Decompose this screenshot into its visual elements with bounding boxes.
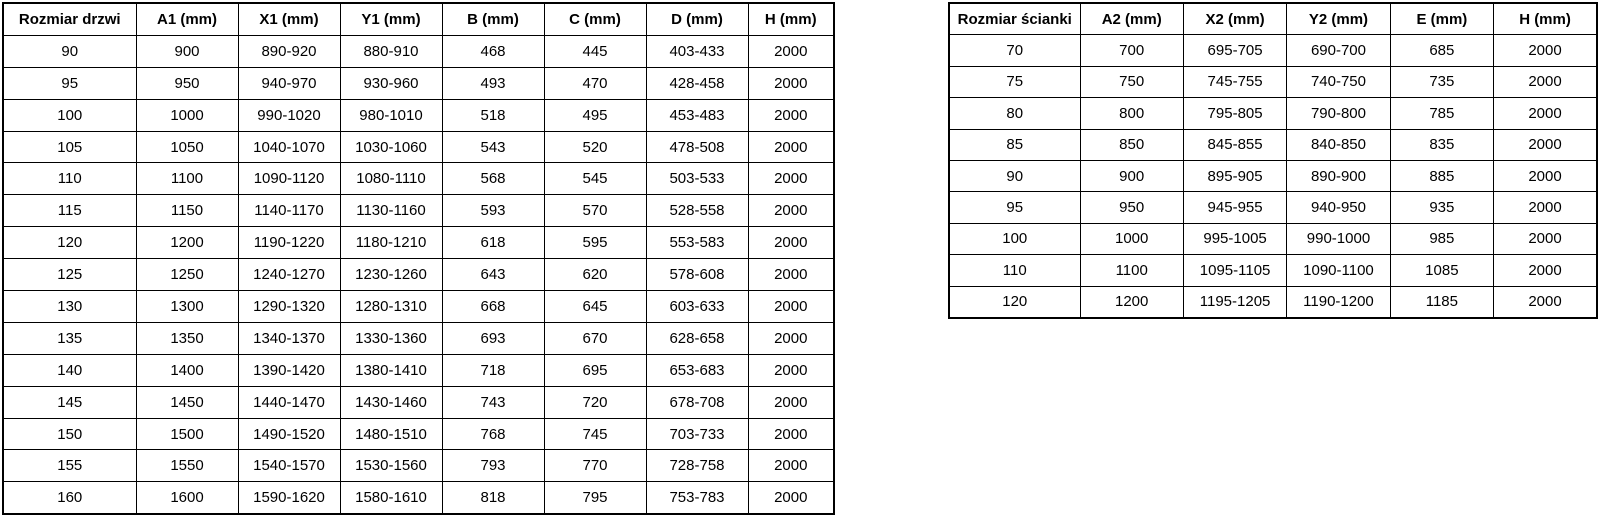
table-row [949,35,1597,66]
table-row [3,35,834,67]
table-cell: 160 [3,482,136,514]
table-cell: 478-508 [646,131,748,163]
table-cell: 668 [442,291,544,323]
table-cell: 1540-1570 [238,450,340,482]
table-cell: 90 [3,35,136,67]
table-cell: 645 [544,291,646,323]
table-cell: 890-900 [1287,160,1390,191]
table-cell: 1340-1370 [238,322,340,354]
table-cell: 2000 [748,450,834,482]
table-cell: 1590-1620 [238,482,340,514]
table-cell: 1240-1270 [238,259,340,291]
header-cell: H (mm) [748,3,834,35]
table-cell: 1190-1200 [1287,286,1390,318]
table-cell: 545 [544,163,646,195]
table-cell: 770 [544,450,646,482]
table-row [3,322,834,354]
table-cell: 900 [136,35,238,67]
table-cell: 570 [544,195,646,227]
table-cell: 1250 [136,259,238,291]
table-row [3,450,834,482]
table-cell: 120 [949,286,1080,318]
table-cell: 85 [949,129,1080,160]
table-cell: 720 [544,386,646,418]
table-cell: 578-608 [646,259,748,291]
table-cell: 1200 [1080,286,1183,318]
table-cell: 105 [3,131,136,163]
table-row [949,66,1597,97]
table-cell: 885 [1390,160,1493,191]
table-cell: 718 [442,354,544,386]
table-cell: 595 [544,227,646,259]
table-cell: 553-583 [646,227,748,259]
table-cell: 678-708 [646,386,748,418]
table-row [949,223,1597,254]
table-row [3,386,834,418]
table-cell: 1030-1060 [340,131,442,163]
table-cell: 990-1020 [238,99,340,131]
header-cell: A2 (mm) [1080,3,1183,35]
table-cell: 1040-1070 [238,131,340,163]
table-cell: 130 [3,291,136,323]
table-cell: 593 [442,195,544,227]
table-cell: 2000 [1494,192,1597,223]
table-cell: 745 [544,418,646,450]
table-cell: 1450 [136,386,238,418]
table-cell: 1050 [136,131,238,163]
table-cell: 895-905 [1183,160,1286,191]
table-cell: 2000 [1494,286,1597,318]
table-cell: 1440-1470 [238,386,340,418]
header-row [3,3,834,35]
table-cell: 785 [1390,98,1493,129]
table-row [3,259,834,291]
table-cell: 750 [1080,66,1183,97]
table-cell: 930-960 [340,67,442,99]
table-cell: 2000 [1494,35,1597,66]
table-cell: 1090-1120 [238,163,340,195]
table-cell: 1090-1100 [1287,255,1390,286]
table-cell: 670 [544,322,646,354]
table-cell: 745-755 [1183,66,1286,97]
table-cell: 1550 [136,450,238,482]
table-cell: 643 [442,259,544,291]
table-row [3,163,834,195]
table-cell: 528-558 [646,195,748,227]
table-cell: 155 [3,450,136,482]
wall-size-table [948,2,1598,319]
table-cell: 470 [544,67,646,99]
table-cell: 403-433 [646,35,748,67]
table-row [3,227,834,259]
table-cell: 1580-1610 [340,482,442,514]
table-cell: 800 [1080,98,1183,129]
table-cell: 1150 [136,195,238,227]
table-cell: 2000 [748,99,834,131]
table-cell: 2000 [748,322,834,354]
table-cell: 1390-1420 [238,354,340,386]
table-cell: 145 [3,386,136,418]
table-cell: 2000 [748,227,834,259]
table-cell: 70 [949,35,1080,66]
table-cell: 95 [949,192,1080,223]
table-cell: 890-920 [238,35,340,67]
table-cell: 620 [544,259,646,291]
table-cell: 2000 [748,291,834,323]
table-cell: 1100 [1080,255,1183,286]
table-cell: 1350 [136,322,238,354]
table-cell: 1100 [136,163,238,195]
header-cell: X1 (mm) [238,3,340,35]
table-cell: 768 [442,418,544,450]
table-cell: 700 [1080,35,1183,66]
table-cell: 1530-1560 [340,450,442,482]
table-cell: 2000 [748,386,834,418]
table-cell: 1290-1320 [238,291,340,323]
table-cell: 753-783 [646,482,748,514]
table-cell: 940-970 [238,67,340,99]
table-cell: 2000 [748,418,834,450]
table-cell: 2000 [748,163,834,195]
table-cell: 1400 [136,354,238,386]
table-cell: 935 [1390,192,1493,223]
table-cell: 980-1010 [340,99,442,131]
table-cell: 80 [949,98,1080,129]
table-cell: 950 [1080,192,1183,223]
table-cell: 690-700 [1287,35,1390,66]
table-cell: 2000 [748,354,834,386]
table-cell: 740-750 [1287,66,1390,97]
table-row [3,354,834,386]
table-cell: 568 [442,163,544,195]
table-row [3,67,834,99]
header-cell: B (mm) [442,3,544,35]
table-cell: 695 [544,354,646,386]
table-cell: 1330-1360 [340,322,442,354]
table-row [3,482,834,514]
table-row [3,131,834,163]
table-cell: 628-658 [646,322,748,354]
table-cell: 1190-1220 [238,227,340,259]
table-cell: 428-458 [646,67,748,99]
table-row [3,99,834,131]
table-cell: 603-633 [646,291,748,323]
table-row [949,255,1597,286]
table-row [3,195,834,227]
table-cell: 1430-1460 [340,386,442,418]
table-cell: 2000 [748,67,834,99]
table-cell: 840-850 [1287,129,1390,160]
table-cell: 2000 [1494,255,1597,286]
table-cell: 140 [3,354,136,386]
table-row [949,129,1597,160]
table-cell: 618 [442,227,544,259]
table-cell: 1280-1310 [340,291,442,323]
table-cell: 850 [1080,129,1183,160]
table-cell: 2000 [1494,98,1597,129]
table-cell: 693 [442,322,544,354]
table-cell: 1000 [1080,223,1183,254]
table-cell: 493 [442,67,544,99]
table-row [3,291,834,323]
table-cell: 1300 [136,291,238,323]
table-cell: 990-1000 [1287,223,1390,254]
table-cell: 2000 [1494,160,1597,191]
table-cell: 995-1005 [1183,223,1286,254]
table-cell: 940-950 [1287,192,1390,223]
table-cell: 795 [544,482,646,514]
header-cell: H (mm) [1494,3,1597,35]
table-cell: 125 [3,259,136,291]
table-cell: 2000 [748,195,834,227]
table-cell: 735 [1390,66,1493,97]
table-cell: 795-805 [1183,98,1286,129]
table-cell: 1130-1160 [340,195,442,227]
table-cell: 2000 [748,35,834,67]
table-cell: 95 [3,67,136,99]
table-cell: 1230-1260 [340,259,442,291]
table-cell: 743 [442,386,544,418]
table-cell: 75 [949,66,1080,97]
header-cell: Y1 (mm) [340,3,442,35]
table-cell: 1185 [1390,286,1493,318]
table-cell: 1480-1510 [340,418,442,450]
table-cell: 1000 [136,99,238,131]
header-cell: Rozmiar ścianki [949,3,1080,35]
table-cell: 90 [949,160,1080,191]
header-cell: D (mm) [646,3,748,35]
table-cell: 1490-1520 [238,418,340,450]
door-size-table [2,2,835,515]
table-cell: 503-533 [646,163,748,195]
table-cell: 1140-1170 [238,195,340,227]
table-cell: 1095-1105 [1183,255,1286,286]
table-row [3,418,834,450]
table-cell: 790-800 [1287,98,1390,129]
table-cell: 703-733 [646,418,748,450]
table-cell: 110 [949,255,1080,286]
table-cell: 653-683 [646,354,748,386]
table-row [949,160,1597,191]
table-cell: 495 [544,99,646,131]
table-cell: 793 [442,450,544,482]
table-cell: 100 [949,223,1080,254]
table-cell: 950 [136,67,238,99]
table-cell: 845-855 [1183,129,1286,160]
table-cell: 1080-1110 [340,163,442,195]
table-cell: 120 [3,227,136,259]
table-cell: 945-955 [1183,192,1286,223]
table-cell: 2000 [1494,129,1597,160]
table-cell: 518 [442,99,544,131]
table-cell: 150 [3,418,136,450]
table-row [949,98,1597,129]
table-cell: 520 [544,131,646,163]
header-cell: C (mm) [544,3,646,35]
header-cell: E (mm) [1390,3,1493,35]
table-cell: 1200 [136,227,238,259]
table-cell: 900 [1080,160,1183,191]
table-cell: 1380-1410 [340,354,442,386]
table-cell: 110 [3,163,136,195]
table-cell: 2000 [748,131,834,163]
table-cell: 543 [442,131,544,163]
header-cell: X2 (mm) [1183,3,1286,35]
header-cell: Y2 (mm) [1287,3,1390,35]
table-cell: 100 [3,99,136,131]
table-cell: 2000 [1494,66,1597,97]
table-cell: 695-705 [1183,35,1286,66]
table-row [949,286,1597,318]
table-cell: 728-758 [646,450,748,482]
table-cell: 2000 [748,482,834,514]
header-row [949,3,1597,35]
table-cell: 468 [442,35,544,67]
table-cell: 445 [544,35,646,67]
table-cell: 1180-1210 [340,227,442,259]
table-cell: 1500 [136,418,238,450]
table-cell: 115 [3,195,136,227]
table-cell: 685 [1390,35,1493,66]
table-cell: 1195-1205 [1183,286,1286,318]
table-cell: 1600 [136,482,238,514]
table-cell: 818 [442,482,544,514]
table-cell: 453-483 [646,99,748,131]
table-cell: 2000 [748,259,834,291]
header-cell: Rozmiar drzwi [3,3,136,35]
table-cell: 835 [1390,129,1493,160]
table-cell: 2000 [1494,223,1597,254]
table-row [949,192,1597,223]
table-cell: 880-910 [340,35,442,67]
table-cell: 135 [3,322,136,354]
header-cell: A1 (mm) [136,3,238,35]
table-cell: 1085 [1390,255,1493,286]
table-cell: 985 [1390,223,1493,254]
